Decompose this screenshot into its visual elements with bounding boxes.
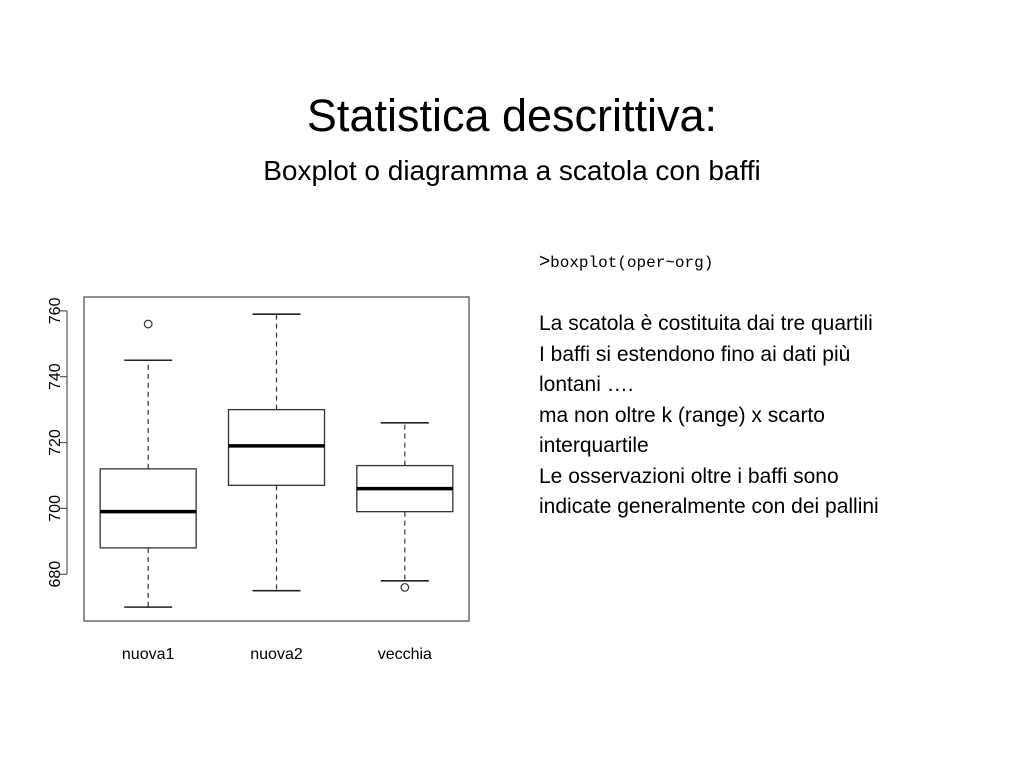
slide-title: Statistica descrittiva: xyxy=(306,90,718,141)
note-line: La scatola è costituita dai tre quartili xyxy=(539,312,873,335)
x-tick-label: nuova1 xyxy=(121,646,175,663)
note-line: indicate generalmente con dei pallini xyxy=(539,495,879,518)
r-command xyxy=(539,250,713,275)
y-tick-label: 700 xyxy=(47,495,64,522)
x-tick-label: nuova2 xyxy=(250,646,303,663)
y-tick-label: 720 xyxy=(47,429,64,456)
note-line: I baffi si estendono fino ai dati più xyxy=(539,342,851,366)
note-line: lontani …. xyxy=(539,373,634,396)
explanation-text xyxy=(539,309,1009,523)
y-tick-label: 740 xyxy=(47,363,64,391)
box-nuova1 xyxy=(100,469,196,548)
note-line: ma non oltre k (range) x scarto xyxy=(539,403,825,427)
outlier-point xyxy=(401,584,409,592)
note-line: Le osservazioni oltre i baffi sono xyxy=(539,464,839,488)
x-tick-label: vecchia xyxy=(377,646,432,663)
note-line: interquartile xyxy=(539,434,649,457)
y-tick-label: 680 xyxy=(47,560,64,588)
command-prompt: > xyxy=(539,251,551,272)
y-tick-label: 760 xyxy=(47,297,64,325)
outlier-point xyxy=(144,320,152,328)
slide-subtitle: Boxplot o diagramma a scatola con baffi xyxy=(263,155,761,186)
command-code: boxplot(oper~org) xyxy=(550,254,714,272)
